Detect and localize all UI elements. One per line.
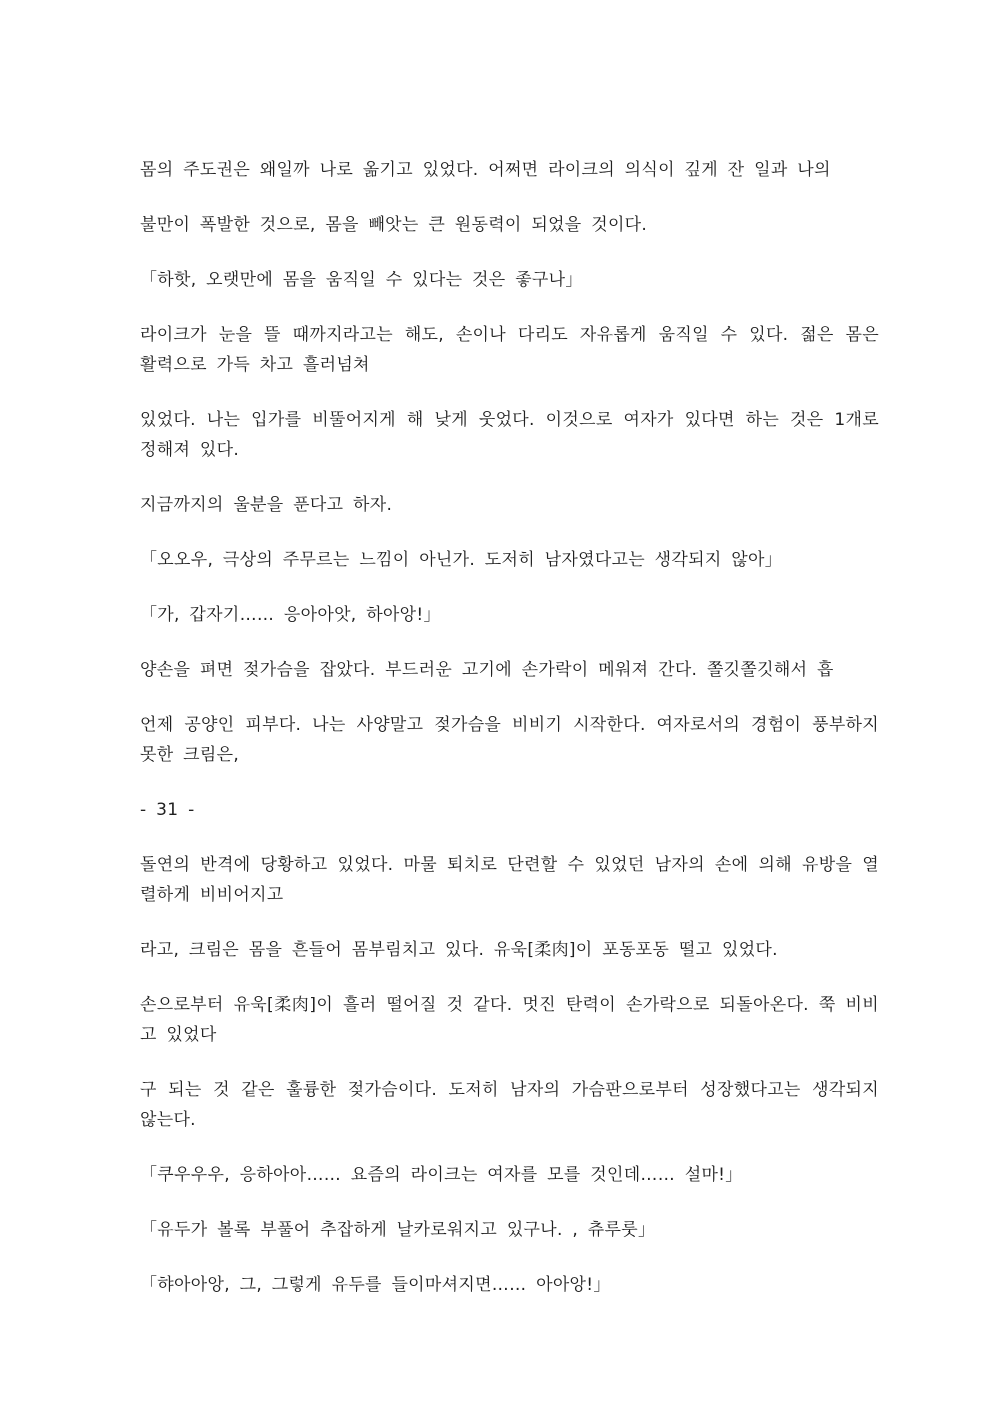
dialogue-line: 「햐아아앙, 그, 그렇게 유두를 들이마셔지면…… 아아앙!」 bbox=[140, 1275, 611, 1295]
dialogue-line: 「하핫, 오랫만에 몸을 움직일 수 있다는 것은 좋구나」 bbox=[140, 270, 583, 290]
dialogue-line: 「가, 갑자기…… 응아아앗, 하아앙!」 bbox=[140, 605, 441, 625]
text-block bbox=[140, 155, 879, 1300]
dialogue-line: 「오오우, 극상의 주무르는 느낌이 아닌가. 도저히 남자였다고는 생각되지 않아」 bbox=[140, 550, 783, 570]
paragraph: 돌연의 반격에 당황하고 있었다. 마물 퇴치로 단련할 수 있었던 남자의 손에 의해 유방을 열렬하게 비비어지고 bbox=[140, 855, 879, 905]
dialogue-line: 「쿠우우우, 응하아아…… 요즘의 라이크는 여자를 모를 것인데…… 설마!」 bbox=[140, 1165, 743, 1185]
paragraph: 불만이 폭발한 것으로, 몸을 빼앗는 큰 원동력이 되었을 것이다. bbox=[140, 215, 648, 235]
paragraph: 라고, 크림은 몸을 흔들어 몸부림치고 있다. 유욱[柔肉]이 포동포동 떨고 있었다. bbox=[140, 940, 778, 960]
paragraph: 손으로부터 유욱[柔肉]이 흘러 떨어질 것 같다. 멋진 탄력이 손가락으로 되돌아온다. 쭉 비비고 있었다 bbox=[140, 995, 879, 1045]
paragraph: 몸의 주도권은 왜일까 나로 옮기고 있었다. 어쩌면 라이크의 의식이 깊게 잔 일과 나의 bbox=[140, 160, 831, 180]
paragraph: 구 되는 것 같은 훌륭한 젖가슴이다. 도저히 남자의 가슴판으로부터 성장했다고는 생각되지 않는다. bbox=[140, 1080, 879, 1130]
paragraph: 있었다. 나는 입가를 비뚤어지게 해 낮게 웃었다. 이것으로 여자가 있다면 하는 것은 1개로 정해져 있다. bbox=[140, 410, 879, 460]
dialogue-line: 「유두가 볼록 부풀어 추잡하게 날카로워지고 있구나. , 츄루룻」 bbox=[140, 1220, 656, 1240]
paragraph: 언제 공양인 피부다. 나는 사양말고 젖가슴을 비비기 시작한다. 여자로서의 경험이 풍부하지 못한 크림은, bbox=[140, 715, 879, 765]
paragraph: 양손을 펴면 젖가슴을 잡았다. 부드러운 고기에 손가락이 메워져 간다. 쫄깃쫄깃해서 흡 bbox=[140, 660, 834, 680]
paragraph: 지금까지의 울분을 푼다고 하자. bbox=[140, 495, 393, 515]
paragraph: 라이크가 눈을 뜰 때까지라고는 해도, 손이나 다리도 자유롭게 움직일 수 있다. 젊은 몸은 활력으로 가득 차고 흘러넘쳐 bbox=[140, 325, 879, 375]
page-number: - 31 - bbox=[140, 800, 195, 820]
